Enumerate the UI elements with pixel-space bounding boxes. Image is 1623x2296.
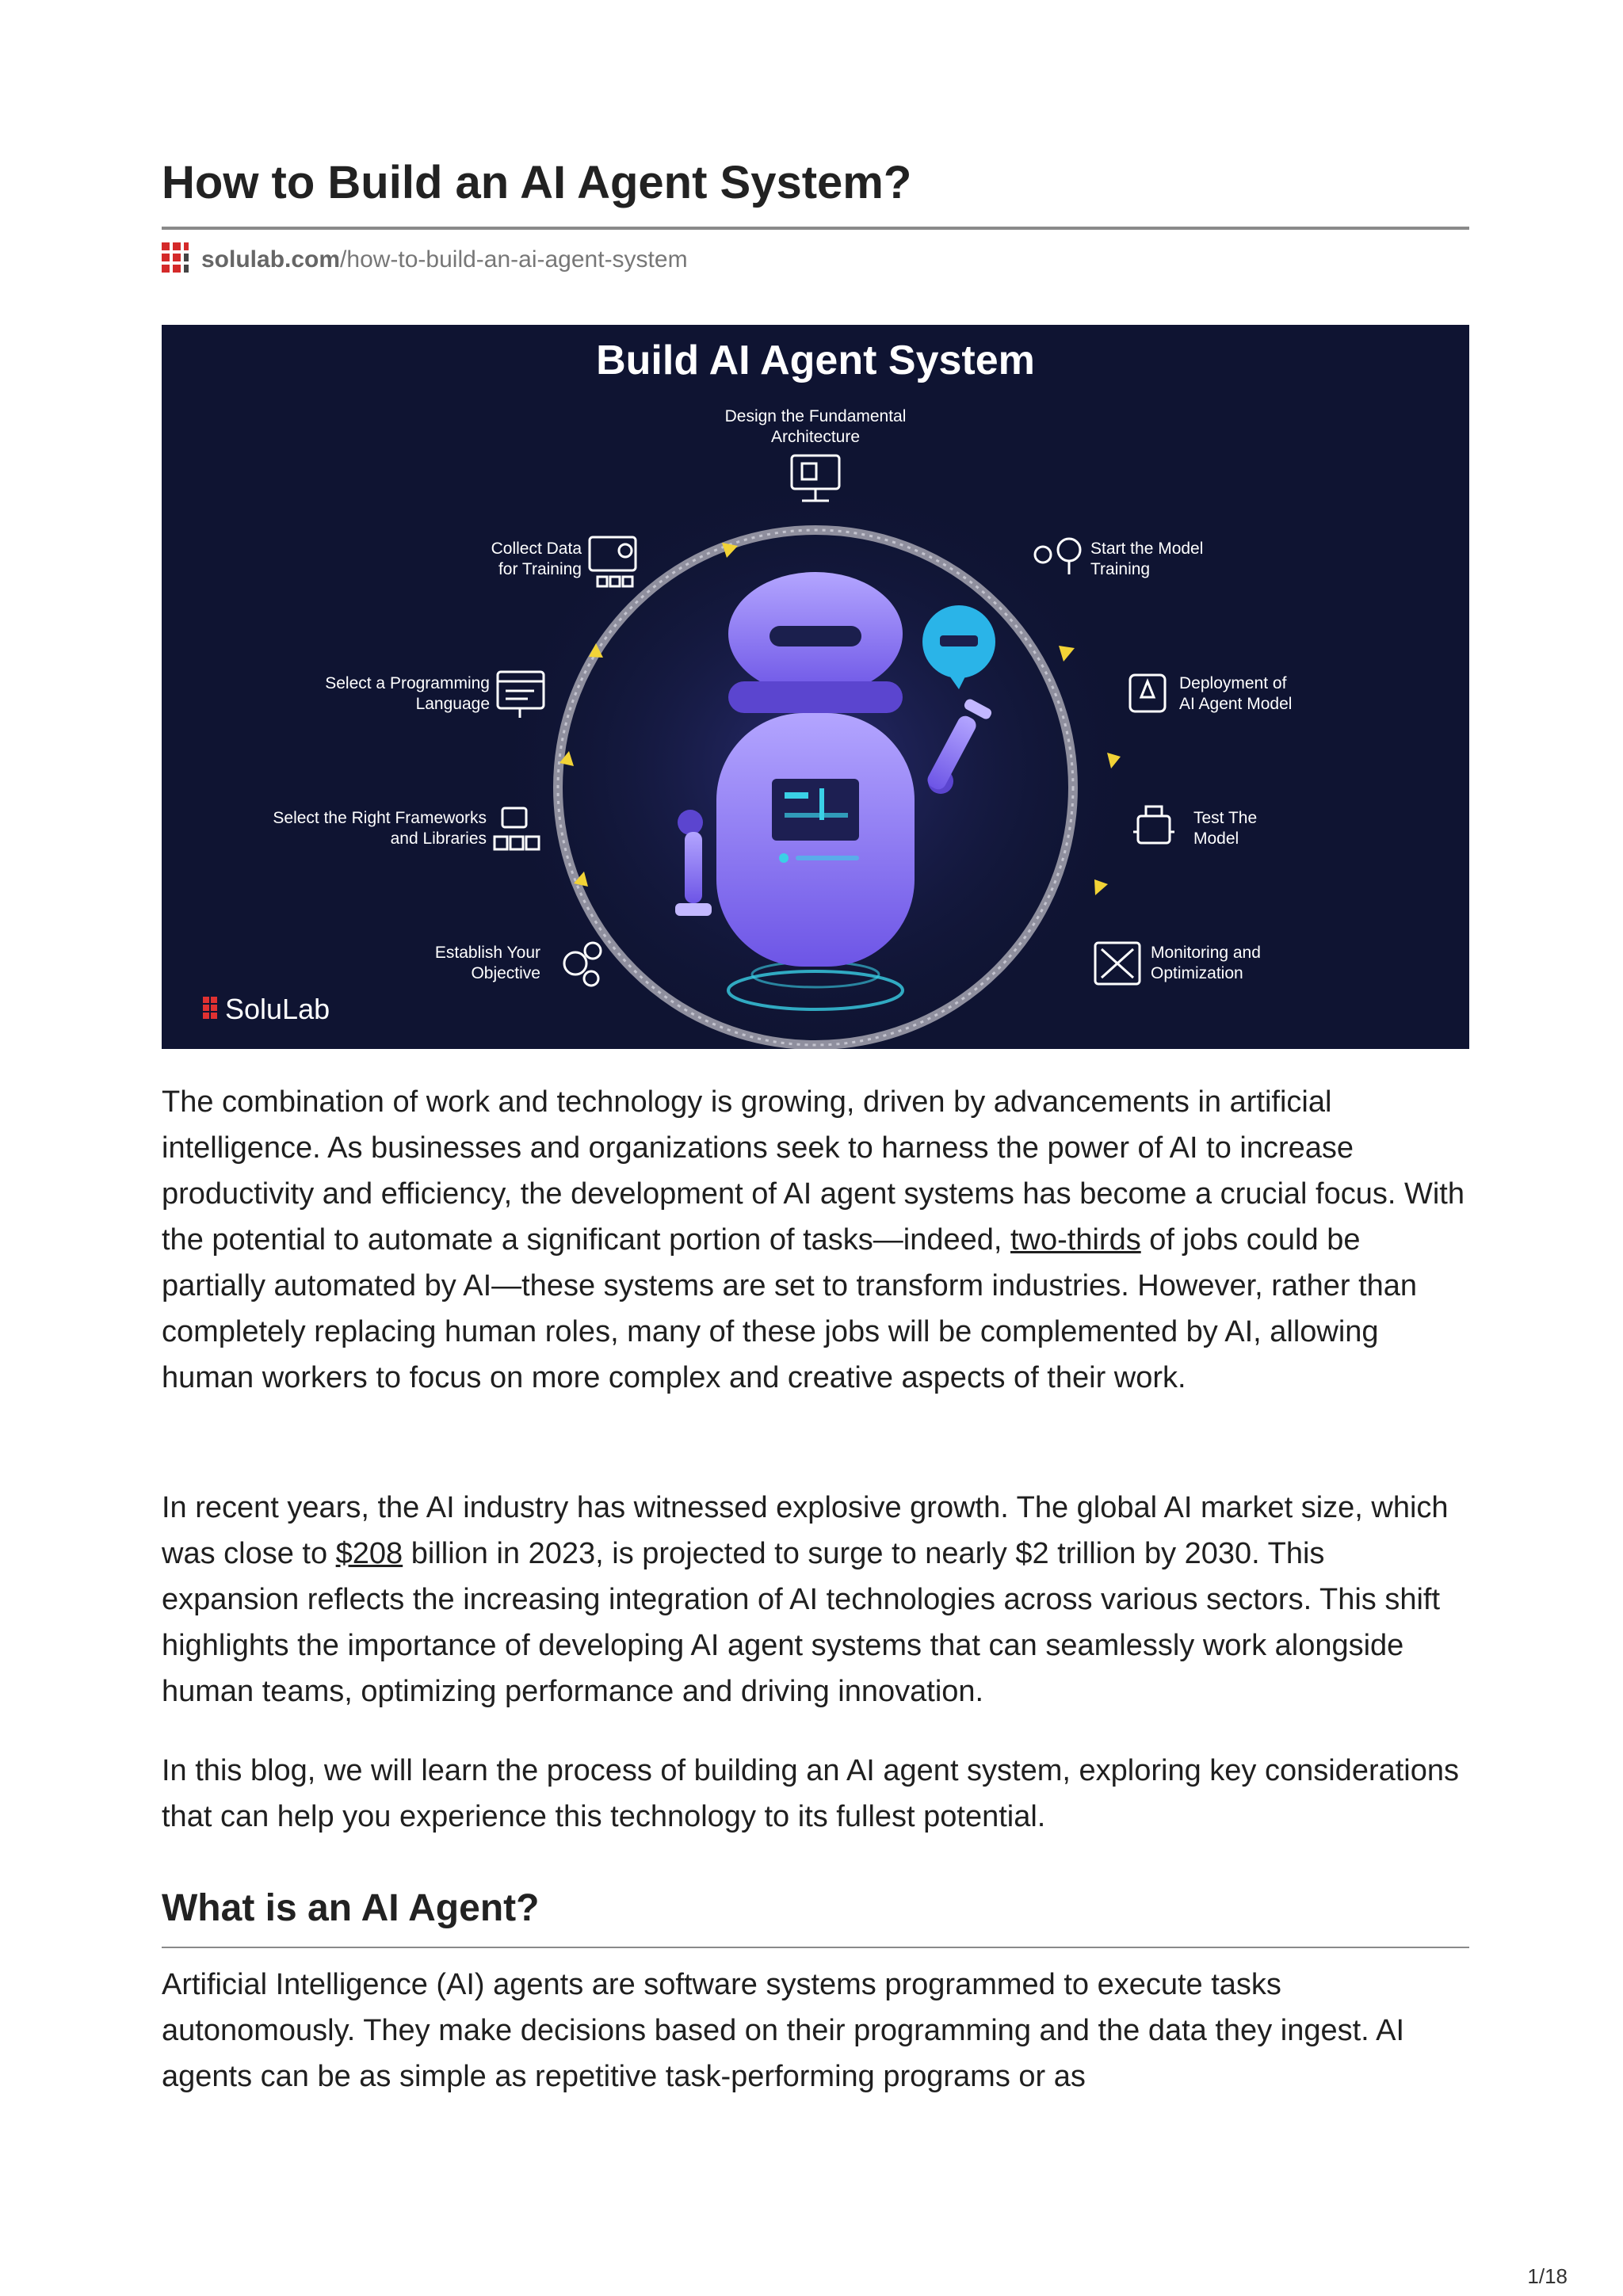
- step-label-line2: Training: [1090, 560, 1151, 578]
- infographic-canvas: [162, 325, 1469, 1049]
- step-label-line2: Objective: [471, 964, 540, 982]
- paragraph-text: [162, 1485, 1469, 1714]
- paragraph-text: Artificial Intelligence (AI) agents are software systems programmed to execute tasks autonomously. They make decisions based on their programming and the data they ingest. AI agents can be as simple as repetitive task-performing programs or as: [162, 1968, 1405, 2093]
- step-label-line2: Optimization: [1151, 964, 1243, 982]
- step-label-line2: AI Agent Model: [1179, 695, 1293, 713]
- step-label-line1: Establish Your: [434, 944, 540, 962]
- title-divider: [162, 227, 1469, 230]
- source-line: [162, 242, 688, 277]
- two-thirds-link[interactable]: two-thirds: [1010, 1223, 1141, 1257]
- paragraph-blog-intro: [162, 1748, 1469, 1840]
- section-divider: [162, 1947, 1469, 1948]
- step-label-line2: for Training: [498, 560, 582, 578]
- step-label-line2: Model: [1193, 830, 1239, 848]
- step-label-line1: Start the Model: [1090, 540, 1204, 558]
- paragraph-intro: [162, 1079, 1469, 1401]
- step-label-line1: Test The: [1193, 809, 1258, 827]
- step-label-line1: Collect Data: [491, 540, 582, 558]
- page-title: How to Build an AI Agent System?: [162, 157, 912, 208]
- step-label-line1: Select the Right Frameworks: [273, 809, 487, 827]
- step-label-line2: and Libraries: [390, 830, 487, 848]
- section-heading: What is an AI Agent?: [162, 1887, 540, 1929]
- paragraph-segment: of jobs could be partially automated by AI—these systems are set to transform industries. However, rather than completely replacing human roles, many of these jobs will be complemented by AI, allowing human workers to focus on more complex and creative aspects of their work.: [162, 1223, 1418, 1394]
- step-label-line1: Deployment of: [1179, 674, 1287, 692]
- infographic: [162, 325, 1469, 1049]
- paragraph-segment: The combination of work and technology is growing, driven by advancements in artificial intelligence. As businesses and organizations seek to harness the power of AI to increase productivity and efficiency, the development of AI agent systems has become a crucial focus. With the potential to automate a significant portion of tasks—indeed,: [162, 1085, 1465, 1257]
- paragraph-definition: [162, 1962, 1469, 2100]
- market-size-link[interactable]: $208: [335, 1537, 403, 1570]
- paragraph-text: [162, 1079, 1469, 1401]
- source-domain-link[interactable]: solulab.com: [201, 246, 341, 273]
- page-number: 1/18: [1527, 2264, 1568, 2288]
- step-label-line1: Select a Programming: [325, 674, 490, 692]
- paragraph-segment: In recent years, the AI industry has witnessed explosive growth. The global AI market size, which was close to: [162, 1491, 1449, 1570]
- paragraph-segment: billion in 2023, is projected to surge to nearly $2 trillion by 2030. This expansion reflects the increasing integration of AI technologies across various sectors. This shift highlights the importance of developing AI agent systems that can seamlessly work alongside human teams, optimizing performance and driving innovation.: [162, 1537, 1441, 1708]
- paragraph-text: In this blog, we will learn the process of building an AI agent system, exploring key considerations that can help you experience this technology to its fullest potential.: [162, 1754, 1460, 1833]
- infographic-title: Build AI Agent System: [596, 338, 1035, 383]
- step-label-line1: Monitoring and: [1151, 944, 1261, 962]
- source-path: /how-to-build-an-ai-agent-system: [340, 246, 688, 273]
- brand-name: SoluLab: [225, 993, 330, 1025]
- paragraph-market: [162, 1485, 1469, 1714]
- solulab-logo-icon: [162, 242, 193, 277]
- step-label-line1: Design the Fundamental: [724, 407, 907, 425]
- step-label-line2: Language: [415, 695, 490, 713]
- step-label-line2: Architecture: [770, 428, 861, 446]
